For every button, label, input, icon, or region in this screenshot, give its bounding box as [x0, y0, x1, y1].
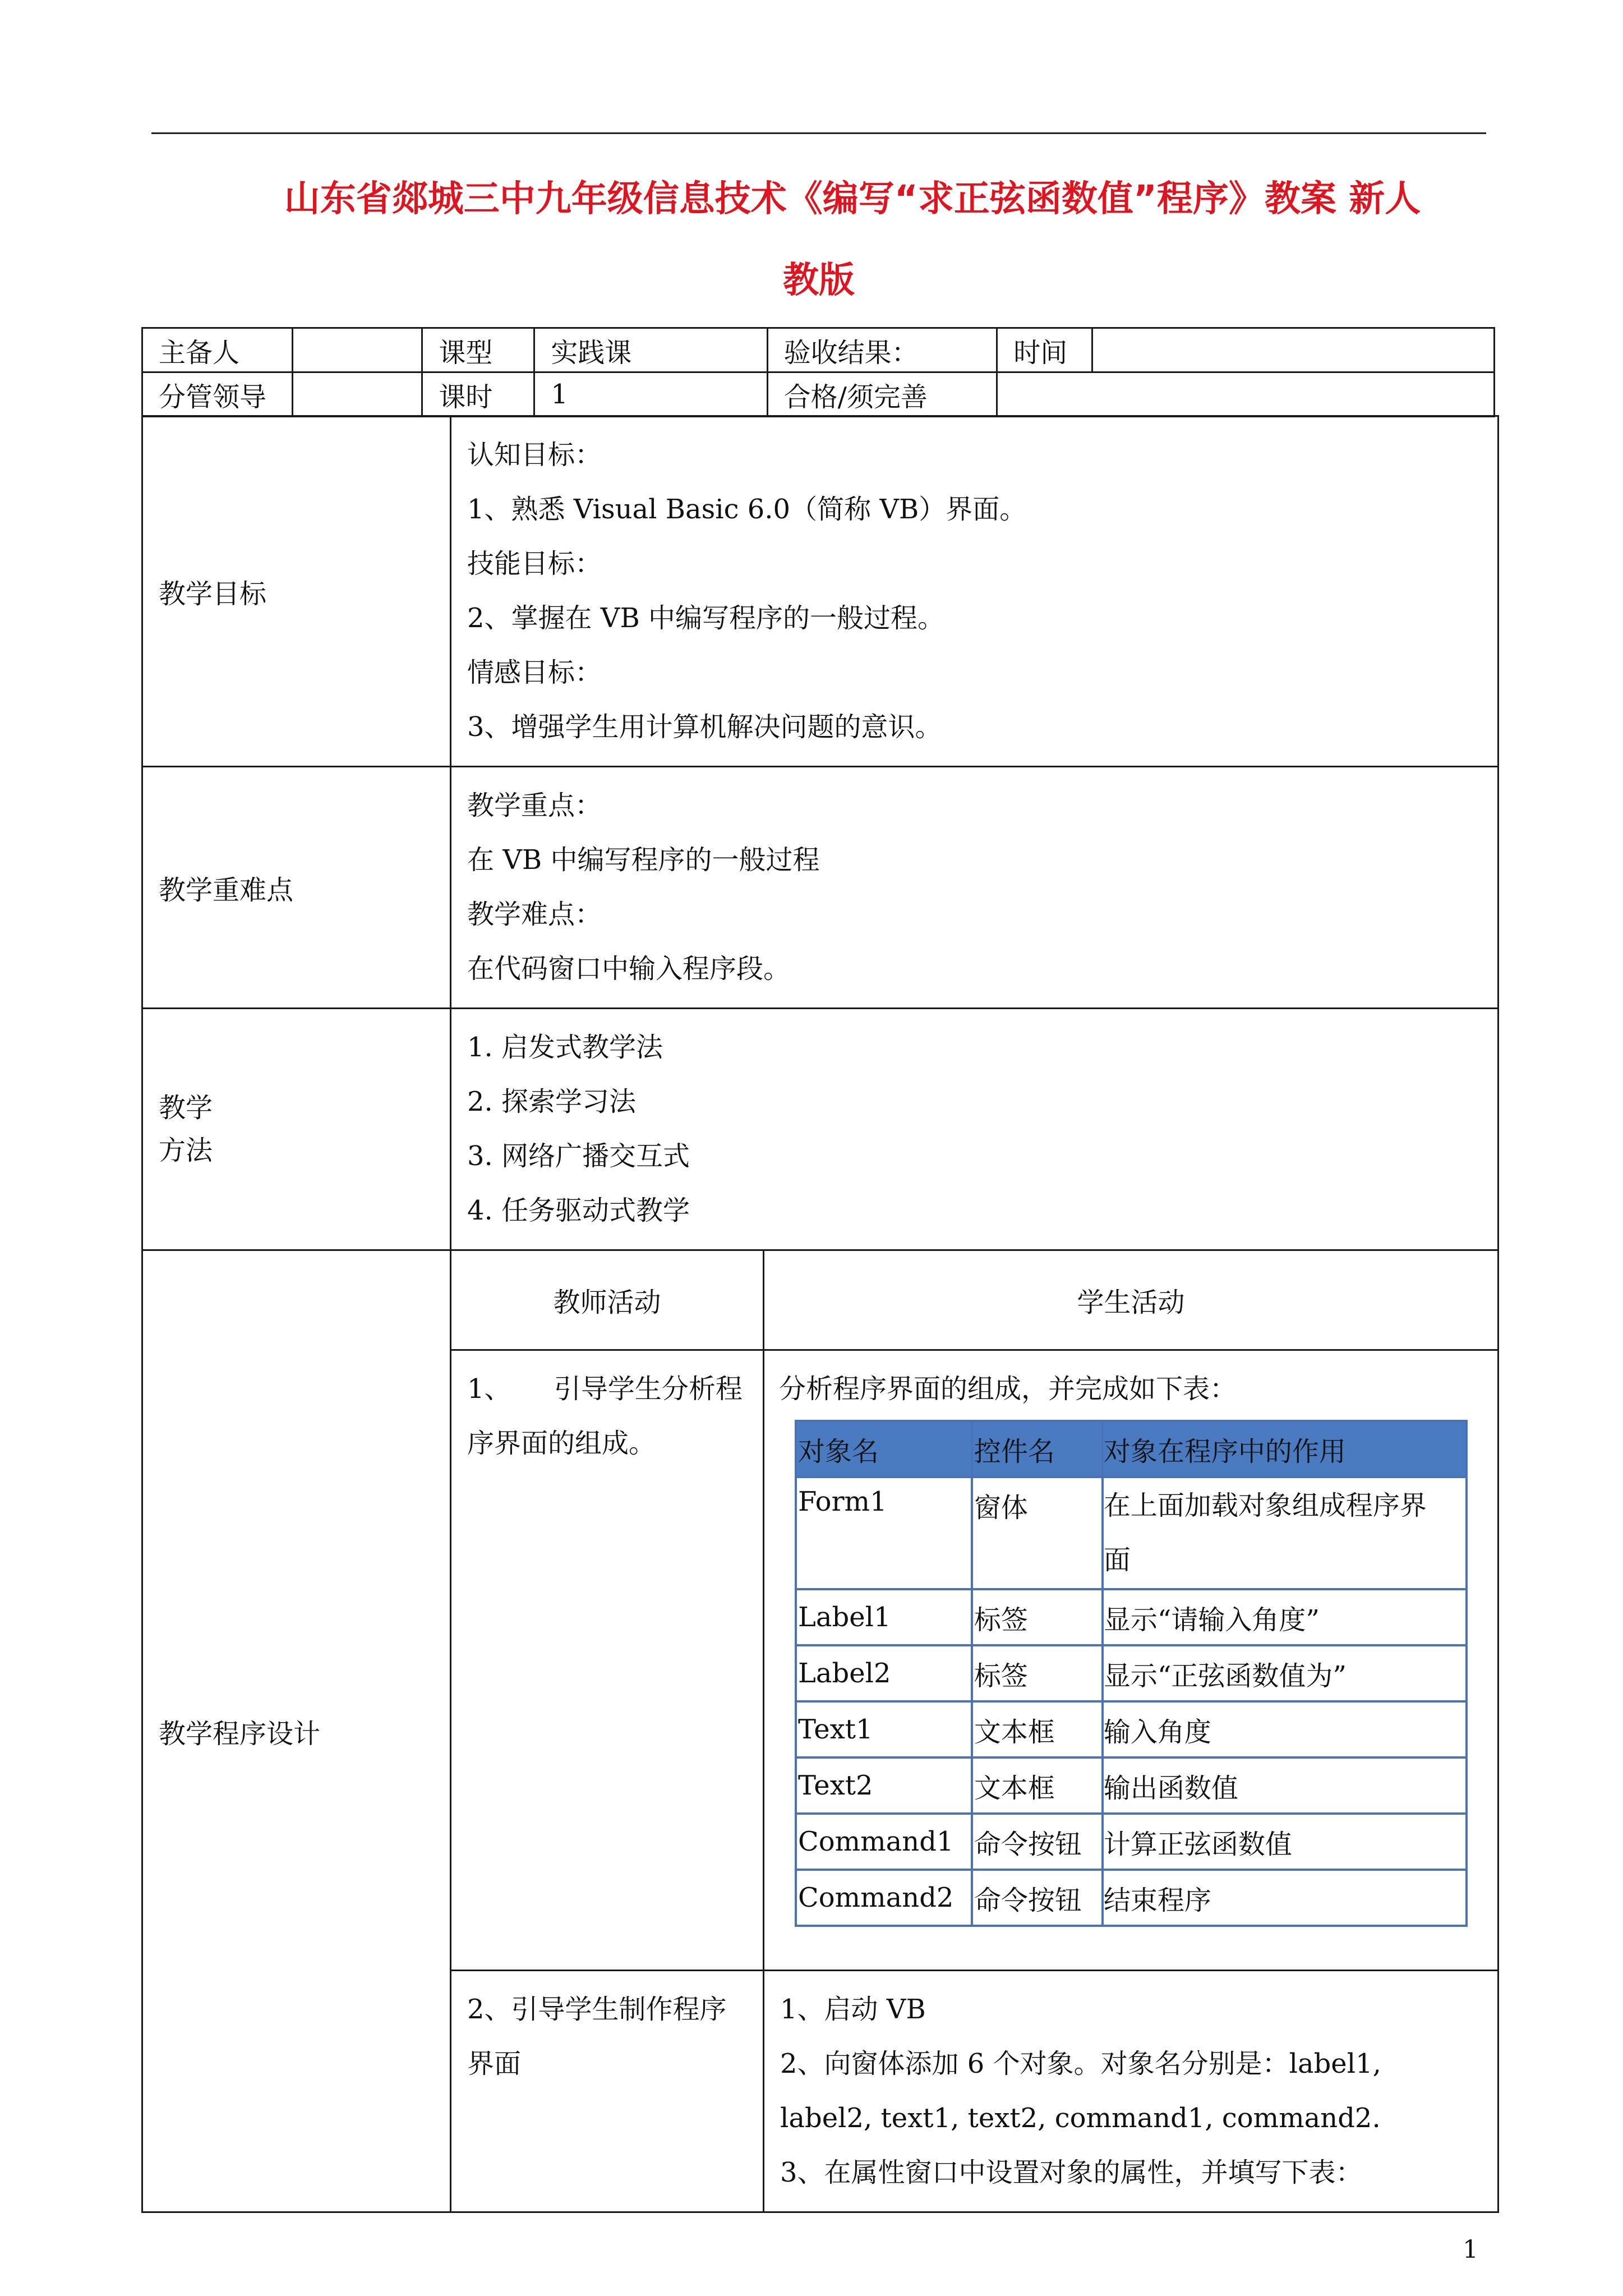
- object-role: 输出函数值: [1103, 1757, 1467, 1814]
- cell-time-label: 时间: [997, 328, 1092, 372]
- object-role-line: 面: [1103, 1544, 1131, 1576]
- object-control: 命令按钮: [972, 1814, 1103, 1870]
- step2-student-line: 2、向窗体添加 6 个对象。对象名分别是：label1,: [780, 2048, 1381, 2079]
- goals-row: [142, 416, 1498, 767]
- object-role: 输入角度: [1103, 1701, 1467, 1757]
- step1-teacher: [451, 1350, 764, 1971]
- object-control: 标签: [972, 1645, 1103, 1701]
- step1-teacher-line: 1、 引导学生分析程: [467, 1373, 743, 1405]
- methods-label-line2: 方法: [159, 1135, 213, 1166]
- design-label: 教学程序设计: [142, 1250, 451, 2212]
- object-control: 窗体: [972, 1477, 1103, 1589]
- key-points-line: 在代码窗口中输入程序段。: [467, 953, 791, 984]
- object-table-header: [796, 1421, 1467, 1477]
- step1-teacher-line: 序界面的组成。: [467, 1428, 656, 1459]
- step2-teacher: [451, 1971, 764, 2212]
- object-row: [796, 1645, 1467, 1701]
- methods-content: [451, 1009, 1498, 1250]
- goals-line: 技能目标：: [467, 548, 602, 579]
- object-control: 命令按钮: [972, 1870, 1103, 1926]
- object-control: 文本框: [972, 1757, 1103, 1814]
- cell-preparer-value: [292, 328, 422, 372]
- object-name: Text2: [796, 1757, 972, 1814]
- info-row-1: [142, 328, 1495, 372]
- step2-student-line: label2, text1, text2, command1, command2.: [780, 2102, 1381, 2134]
- key-points-line: 教学难点：: [467, 899, 602, 930]
- teacher-activity-header: 教师活动: [451, 1250, 764, 1350]
- object-role: 显示“正弦函数值为”: [1103, 1645, 1467, 1701]
- step2-teacher-line: 界面: [467, 2048, 522, 2079]
- object-control: 标签: [972, 1589, 1103, 1645]
- goals-line: 2、掌握在 VB 中编写程序的一般过程。: [467, 602, 944, 634]
- object-control: 文本框: [972, 1701, 1103, 1757]
- cell-leader-label: 分管领导: [142, 372, 293, 417]
- cell-leader-value: [292, 372, 422, 417]
- object-row: [796, 1477, 1467, 1589]
- object-role: [1103, 1477, 1467, 1589]
- activity-header-row: [142, 1250, 1498, 1350]
- object-header-role: 对象在程序中的作用: [1103, 1421, 1467, 1477]
- object-name: Form1: [796, 1477, 972, 1589]
- methods-label: [142, 1009, 451, 1250]
- document-title-line2: 教版: [783, 260, 855, 301]
- page-number: 1: [1463, 2235, 1478, 2264]
- object-name: Command1: [796, 1814, 972, 1870]
- key-points-line: 在 VB 中编写程序的一般过程: [467, 844, 820, 876]
- object-role: 结束程序: [1103, 1870, 1467, 1926]
- methods-line: 1. 启发式教学法: [467, 1032, 663, 1063]
- object-header-control: 控件名: [972, 1421, 1103, 1477]
- object-table: [795, 1420, 1468, 1927]
- cell-acceptance-label: 验收结果：: [767, 328, 997, 372]
- object-name: Command2: [796, 1870, 972, 1926]
- object-row: [796, 1814, 1467, 1870]
- step2-student-line: 3、在属性窗口中设置对象的属性，并填写下表：: [780, 2157, 1363, 2188]
- goals-content: [451, 416, 1498, 767]
- object-role: 计算正弦函数值: [1103, 1814, 1467, 1870]
- lesson-plan-table: [141, 415, 1499, 2213]
- methods-line: 2. 探索学习法: [467, 1086, 637, 1117]
- key-points-row: [142, 767, 1498, 1009]
- goals-line: 1、熟悉 Visual Basic 6.0（简称 VB）界面。: [467, 494, 1027, 525]
- step2-teacher-line: 2、引导学生制作程序: [467, 1994, 727, 2025]
- object-role: 显示“请输入角度”: [1103, 1589, 1467, 1645]
- methods-line: 3. 网络广播交互式: [467, 1140, 690, 1172]
- info-row-2: [142, 372, 1495, 417]
- key-points-content: [451, 767, 1498, 1009]
- student-activity-header: 学生活动: [764, 1250, 1498, 1350]
- object-row: [796, 1870, 1467, 1926]
- step2-student: [764, 1971, 1498, 2212]
- cell-lesson-type-value: 实践课: [534, 328, 767, 372]
- goals-label: 教学目标: [142, 416, 451, 767]
- goals-line: 情感目标：: [467, 657, 602, 688]
- key-points-line: 教学重点：: [467, 790, 602, 821]
- cell-time-blank: [997, 372, 1495, 417]
- document-title-line1: 山东省郯城三中九年级信息技术《编写“求正弦函数值”程序》教案 新人: [284, 178, 1421, 220]
- key-points-label: 教学重难点: [142, 767, 451, 1009]
- object-name: Label1: [796, 1589, 972, 1645]
- cell-preparer-label: 主备人: [142, 328, 293, 372]
- header-rule: [151, 132, 1486, 134]
- methods-line: 4. 任务驱动式教学: [467, 1195, 690, 1226]
- object-name: Text1: [796, 1701, 972, 1757]
- cell-hours-label: 课时: [422, 372, 534, 417]
- cell-time-value: [1092, 328, 1495, 372]
- goals-line: 认知目标：: [467, 439, 602, 471]
- methods-row: [142, 1009, 1498, 1250]
- object-row: [796, 1701, 1467, 1757]
- cell-hours-value: 1: [534, 372, 767, 417]
- object-role-line: 在上面加载对象组成程序界: [1103, 1490, 1427, 1521]
- object-row: [796, 1757, 1467, 1814]
- object-name: Label2: [796, 1645, 972, 1701]
- object-row: [796, 1589, 1467, 1645]
- methods-label-line1: 教学: [159, 1092, 213, 1124]
- cell-lesson-type-label: 课型: [422, 328, 534, 372]
- goals-line: 3、增强学生用计算机解决问题的意识。: [467, 711, 942, 743]
- step2-student-line: 1、启动 VB: [780, 1994, 926, 2025]
- cell-acceptance-options: 合格/须完善: [767, 372, 997, 417]
- step1-student: [764, 1350, 1498, 1971]
- step1-student-intro: 分析程序界面的组成，并完成如下表：: [779, 1373, 1237, 1405]
- object-header-name: 对象名: [796, 1421, 972, 1477]
- lesson-info-table: [141, 327, 1495, 417]
